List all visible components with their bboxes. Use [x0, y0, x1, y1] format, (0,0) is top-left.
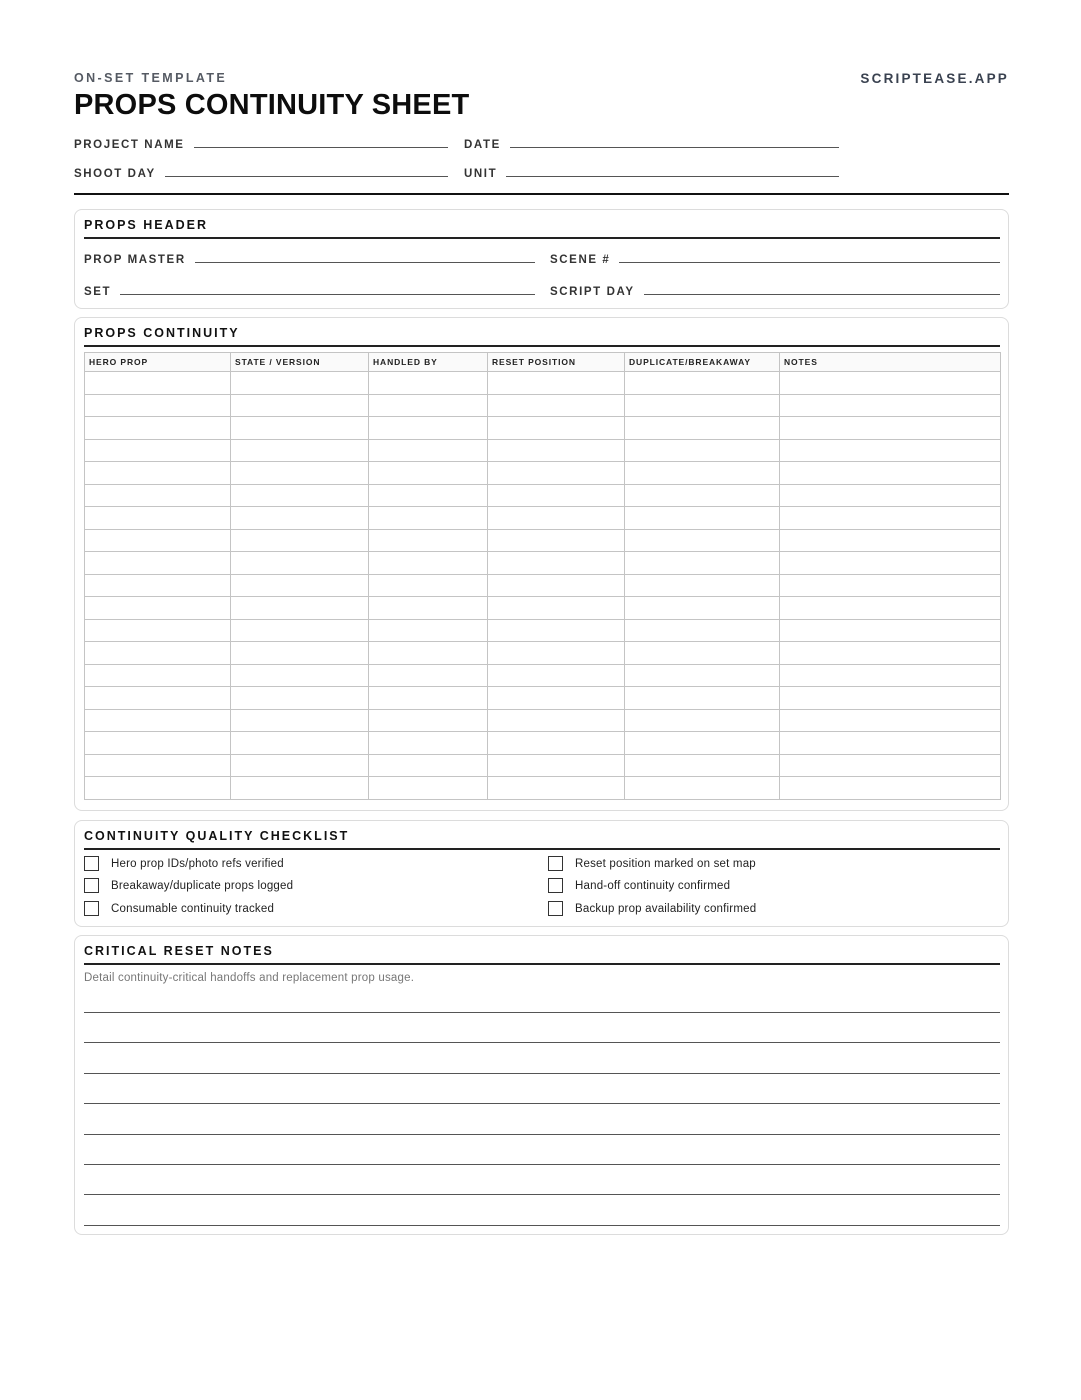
- table-row: [85, 372, 1001, 395]
- template-eyebrow: ON-SET TEMPLATE: [74, 71, 228, 85]
- table-cell[interactable]: [488, 439, 625, 462]
- script-day-line[interactable]: [644, 294, 1000, 295]
- table-cell[interactable]: [231, 732, 369, 755]
- table-cell[interactable]: [780, 574, 1001, 597]
- table-row: [85, 709, 1001, 732]
- table-cell[interactable]: [369, 372, 488, 395]
- checklist-item[interactable]: [84, 856, 284, 871]
- table-cell[interactable]: [625, 394, 780, 417]
- table-cell[interactable]: [369, 732, 488, 755]
- table-row: [85, 529, 1001, 552]
- header-divider: [74, 193, 1009, 195]
- project-name-line[interactable]: [194, 147, 448, 148]
- table-cell[interactable]: [488, 687, 625, 710]
- table-cell[interactable]: [369, 484, 488, 507]
- table-cell[interactable]: [231, 507, 369, 530]
- column-header-state-version: STATE / VERSION: [231, 353, 369, 372]
- table-cell[interactable]: [780, 732, 1001, 755]
- table-cell[interactable]: [780, 642, 1001, 665]
- table-cell[interactable]: [625, 439, 780, 462]
- table-cell[interactable]: [369, 394, 488, 417]
- table-cell[interactable]: [369, 597, 488, 620]
- table-cell[interactable]: [231, 439, 369, 462]
- table-cell[interactable]: [85, 597, 231, 620]
- checklist-label: Hand-off continuity confirmed: [575, 879, 731, 892]
- checklist-item[interactable]: [548, 856, 756, 871]
- table-row: [85, 732, 1001, 755]
- table-cell[interactable]: [85, 709, 231, 732]
- table-cell[interactable]: [369, 777, 488, 800]
- table-cell[interactable]: [369, 754, 488, 777]
- checklist-label: Reset position marked on set map: [575, 857, 756, 870]
- table-cell[interactable]: [625, 754, 780, 777]
- table-cell[interactable]: [488, 754, 625, 777]
- table-cell[interactable]: [488, 507, 625, 530]
- checkbox[interactable]: [84, 878, 99, 893]
- table-cell[interactable]: [625, 777, 780, 800]
- table-cell[interactable]: [780, 619, 1001, 642]
- table-row: [85, 777, 1001, 800]
- table-cell[interactable]: [488, 574, 625, 597]
- table-cell[interactable]: [85, 552, 231, 575]
- table-cell[interactable]: [85, 732, 231, 755]
- table-cell[interactable]: [85, 529, 231, 552]
- table-cell[interactable]: [780, 709, 1001, 732]
- table-cell[interactable]: [780, 664, 1001, 687]
- table-cell[interactable]: [780, 372, 1001, 395]
- checklist-title: CONTINUITY QUALITY CHECKLIST: [84, 829, 350, 843]
- table-cell[interactable]: [85, 462, 231, 485]
- table-cell[interactable]: [369, 619, 488, 642]
- checkbox[interactable]: [84, 901, 99, 916]
- table-cell[interactable]: [625, 507, 780, 530]
- table-cell[interactable]: [85, 642, 231, 665]
- table-cell[interactable]: [488, 484, 625, 507]
- column-header-hero-prop: HERO PROP: [85, 353, 231, 372]
- column-header-handled-by: HANDLED BY: [369, 353, 488, 372]
- table-cell[interactable]: [369, 664, 488, 687]
- prop-master-field[interactable]: [84, 254, 535, 266]
- shoot-day-field[interactable]: [74, 168, 448, 180]
- table-cell[interactable]: [488, 552, 625, 575]
- table-row: [85, 664, 1001, 687]
- writing-line[interactable]: [84, 1012, 1000, 1013]
- table-cell[interactable]: [231, 597, 369, 620]
- scene-field[interactable]: [550, 254, 1000, 266]
- table-cell[interactable]: [488, 597, 625, 620]
- table-cell[interactable]: [488, 777, 625, 800]
- table-row: [85, 687, 1001, 710]
- table-cell[interactable]: [231, 394, 369, 417]
- table-cell[interactable]: [488, 619, 625, 642]
- table-cell[interactable]: [625, 619, 780, 642]
- table-cell[interactable]: [85, 687, 231, 710]
- critical-notes-title: CRITICAL RESET NOTES: [84, 944, 274, 958]
- table-cell[interactable]: [231, 664, 369, 687]
- table-cell[interactable]: [625, 664, 780, 687]
- checklist-label: Hero prop IDs/photo refs verified: [111, 857, 284, 870]
- table-cell[interactable]: [625, 484, 780, 507]
- table-cell[interactable]: [231, 777, 369, 800]
- project-name-field[interactable]: [74, 139, 448, 151]
- checklist-card: [74, 820, 1009, 927]
- checkbox[interactable]: [548, 856, 563, 871]
- table-row: [85, 754, 1001, 777]
- writing-line[interactable]: [84, 1042, 1000, 1043]
- table-cell[interactable]: [780, 597, 1001, 620]
- table-cell[interactable]: [231, 642, 369, 665]
- table-cell[interactable]: [488, 462, 625, 485]
- checklist-label: Breakaway/duplicate props logged: [111, 879, 294, 892]
- props-continuity-title: PROPS CONTINUITY: [84, 326, 240, 340]
- table-cell[interactable]: [780, 777, 1001, 800]
- table-row: [85, 507, 1001, 530]
- table-cell[interactable]: [625, 597, 780, 620]
- table-cell[interactable]: [625, 529, 780, 552]
- project-name-label: PROJECT NAME: [74, 139, 185, 151]
- unit-label: UNIT: [464, 168, 498, 180]
- table-row: [85, 462, 1001, 485]
- props-header-title: PROPS HEADER: [84, 218, 209, 232]
- table-cell[interactable]: [625, 417, 780, 440]
- unit-field[interactable]: [464, 168, 839, 180]
- table-cell[interactable]: [625, 732, 780, 755]
- prop-master-line[interactable]: [195, 262, 535, 263]
- set-line[interactable]: [120, 294, 535, 295]
- checkbox[interactable]: [84, 856, 99, 871]
- brand-name: SCRIPTEASE.APP: [860, 71, 1009, 86]
- table-cell[interactable]: [488, 417, 625, 440]
- table-row: [85, 417, 1001, 440]
- unit-line[interactable]: [506, 176, 839, 177]
- shoot-day-line[interactable]: [165, 176, 448, 177]
- critical-notes-card: [74, 935, 1009, 1235]
- table-cell[interactable]: [85, 417, 231, 440]
- table-cell[interactable]: [780, 484, 1001, 507]
- table-cell[interactable]: [231, 754, 369, 777]
- table-cell[interactable]: [780, 394, 1001, 417]
- table-cell[interactable]: [369, 709, 488, 732]
- table-cell[interactable]: [231, 529, 369, 552]
- table-cell[interactable]: [369, 439, 488, 462]
- card-divider: [84, 237, 1000, 239]
- table-cell[interactable]: [85, 777, 231, 800]
- writing-line[interactable]: [84, 1103, 1000, 1104]
- writing-line[interactable]: [84, 1164, 1000, 1165]
- table-cell[interactable]: [85, 394, 231, 417]
- card-divider: [84, 345, 1000, 347]
- notes-hint: Detail continuity-critical handoffs and replacement prop usage.: [84, 972, 415, 984]
- table-cell[interactable]: [231, 552, 369, 575]
- table-cell[interactable]: [231, 619, 369, 642]
- table-cell[interactable]: [488, 394, 625, 417]
- date-line[interactable]: [510, 147, 839, 148]
- table-cell[interactable]: [488, 664, 625, 687]
- table-body: [85, 372, 1001, 800]
- writing-line[interactable]: [84, 1073, 1000, 1074]
- table-cell[interactable]: [369, 552, 488, 575]
- card-divider: [84, 963, 1000, 965]
- table-cell[interactable]: [231, 484, 369, 507]
- table-cell[interactable]: [780, 462, 1001, 485]
- table-cell[interactable]: [231, 462, 369, 485]
- table-cell[interactable]: [780, 417, 1001, 440]
- script-day-field[interactable]: [550, 286, 1000, 298]
- table-cell[interactable]: [488, 709, 625, 732]
- script-day-label: SCRIPT DAY: [550, 286, 635, 298]
- table-cell[interactable]: [625, 574, 780, 597]
- table-cell[interactable]: [780, 507, 1001, 530]
- scene-line[interactable]: [619, 262, 1000, 263]
- table-cell[interactable]: [85, 484, 231, 507]
- table-cell[interactable]: [369, 642, 488, 665]
- table-cell[interactable]: [231, 417, 369, 440]
- checklist-item[interactable]: [548, 878, 730, 893]
- table-cell[interactable]: [369, 574, 488, 597]
- table-cell[interactable]: [85, 372, 231, 395]
- set-field[interactable]: [84, 286, 535, 298]
- table-cell[interactable]: [488, 529, 625, 552]
- table-cell[interactable]: [231, 709, 369, 732]
- set-label: SET: [84, 286, 112, 298]
- table-cell[interactable]: [488, 732, 625, 755]
- checklist-label: Consumable continuity tracked: [111, 902, 275, 915]
- table-cell[interactable]: [231, 687, 369, 710]
- table-cell[interactable]: [488, 372, 625, 395]
- table-cell[interactable]: [780, 439, 1001, 462]
- date-field[interactable]: [464, 139, 839, 151]
- table-cell[interactable]: [369, 687, 488, 710]
- checkbox[interactable]: [548, 878, 563, 893]
- table-cell[interactable]: [369, 529, 488, 552]
- writing-line[interactable]: [84, 1225, 1000, 1226]
- table-cell[interactable]: [780, 687, 1001, 710]
- column-header-notes: NOTES: [780, 353, 1001, 372]
- prop-master-label: PROP MASTER: [84, 254, 186, 266]
- table-cell[interactable]: [625, 372, 780, 395]
- table-cell[interactable]: [85, 507, 231, 530]
- props-continuity-card: [74, 317, 1009, 811]
- table-cell[interactable]: [231, 372, 369, 395]
- table-cell[interactable]: [625, 709, 780, 732]
- scene-label: SCENE #: [550, 254, 611, 266]
- table-cell[interactable]: [85, 664, 231, 687]
- checklist-label: Backup prop availability confirmed: [575, 902, 757, 915]
- table-cell[interactable]: [780, 529, 1001, 552]
- date-label: DATE: [464, 139, 501, 151]
- table-header-row: [85, 353, 1001, 372]
- table-cell[interactable]: [369, 507, 488, 530]
- props-header-card: [74, 209, 1009, 309]
- table-cell[interactable]: [85, 574, 231, 597]
- column-header-duplicate-breakaway: DUPLICATE/BREAKAWAY: [625, 353, 780, 372]
- writing-line[interactable]: [84, 1194, 1000, 1195]
- table-cell[interactable]: [780, 552, 1001, 575]
- writing-line[interactable]: [84, 1134, 1000, 1135]
- table-cell[interactable]: [488, 642, 625, 665]
- table-cell[interactable]: [625, 687, 780, 710]
- table-cell[interactable]: [85, 754, 231, 777]
- table-row: [85, 574, 1001, 597]
- table-row: [85, 552, 1001, 575]
- table-cell[interactable]: [231, 574, 369, 597]
- table-row: [85, 642, 1001, 665]
- table-row: [85, 484, 1001, 507]
- shoot-day-label: SHOOT DAY: [74, 168, 156, 180]
- table-row: [85, 394, 1001, 417]
- checklist-item[interactable]: [548, 901, 756, 916]
- checklist-item[interactable]: [84, 901, 274, 916]
- table-cell[interactable]: [780, 754, 1001, 777]
- card-divider: [84, 848, 1000, 850]
- page-title: PROPS CONTINUITY SHEET: [74, 89, 470, 121]
- table-cell[interactable]: [625, 642, 780, 665]
- checkbox[interactable]: [548, 901, 563, 916]
- table-cell[interactable]: [85, 619, 231, 642]
- table-cell[interactable]: [369, 417, 488, 440]
- checklist-item[interactable]: [84, 878, 293, 893]
- table-cell[interactable]: [625, 462, 780, 485]
- table-row: [85, 439, 1001, 462]
- table-cell[interactable]: [625, 552, 780, 575]
- table-row: [85, 619, 1001, 642]
- table-row: [85, 597, 1001, 620]
- table-cell[interactable]: [369, 462, 488, 485]
- column-header-reset-position: RESET POSITION: [488, 353, 625, 372]
- continuity-table: [84, 352, 1001, 800]
- table-cell[interactable]: [85, 439, 231, 462]
